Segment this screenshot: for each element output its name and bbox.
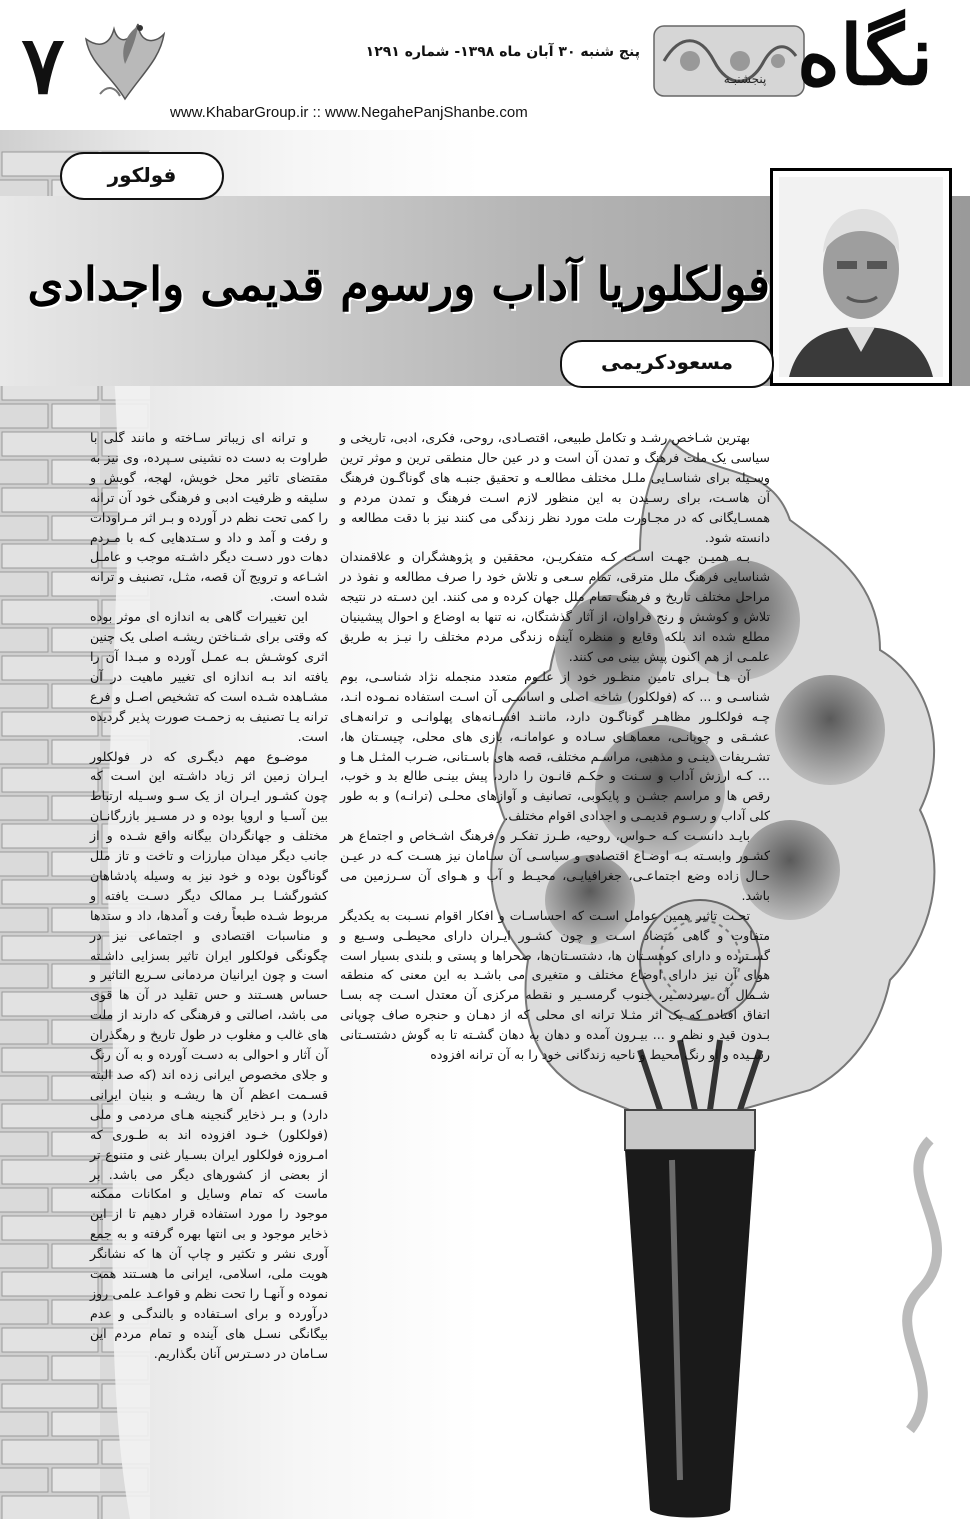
paragraph: بهترین شـاخص رشـد و تکامل طبیعی، اقتصـادی، روحی، فکری، ادبی، تاریخی و سیاسی یک ملت فرهنگ و تمدن آن است و در عین حال منطقی ترین و موثر ترین وسـیله برای شناسـایی ملـل مختلف مطالعـه و تحقیق جنبـه های گوناگـون فرهنگ آن هاسـت، برای رسـیدن به این منظور لازم اسـت فرهنگ و تمدن مردم و همسـایگانی که در مجـاورت ملت مورد نظر زندگی می کنند نیز با دقت مطالعه و دانسته شود. [340,430,770,545]
paragraph: موضـوع مهم دیگـری که در فولکلور ایـران زمین اثر زیاد داشـته این اسـت که چون کشـور ایـران از یک سـو وسـیله ارتباط بین آسـیا و اروپا بوده و در مسـیر بازرگانـان مختلف و جهانگردان بیگانه واقع شـده و از جانب دیگر میدان مبارزات و تاخت و تاز ملل گوناگون بوده و خود نیز به وسیله پادشاهان کشورگشـا بـر ممالک دیگر دسـت یافته و مربوط شـده طبعاً رفت و آمدها، داد و ستدها و مناسبات اقتصادی و اجتماعی نیز در چگونگی فولکلور ایران تاثیر بسزایی داشـته است و چون ایرانیان مردمانی سـریع التاثیر و حساس هسـتند و حس تقلید در آن ها قوی می باشد، اصالتی و فرهنگی که دارند از ملت های غالب و مغلوب در طول تاریخ و رهگذران آن آثار و احوالی به دسـت آورده و به آن رنگ و جلای مخصوص ایرانی زده اند (که صد البته قسـمت اعظم آن ها ریشـه و بنیان ایرانی دارد) و بـر ذخایر گنجینه هـای مردمی و ملی (فولکلور) خـود افزوده اند به طـوری که امـروزه فولکلور ایران بسـیار غنی و متنوع تر از بعضی از کشورهای دیگر می باشد. بر ماست که تمام وسایل و امکانات ممکنه موجود را مورد استفاده قرار دهیم تا از این ذخایر موجود و بی انتها بهره گرفته و به جمع آوری نشر و تکثیر و چاپ آن ها که نشانگر هویت ملی، اسلامی، ایرانی ما هسـتند همت نموده و آنهـا را تحت نظم و قواعـد علمی روز درآورده و برای اسـتفاده و بالندگـی و عدم بیگانگی نسـل های آینده و تمام مردم این سـامان در دسـترس آنان بگذاریم. [90,748,328,1361]
masthead-title: نگاه [796,8,934,104]
section-label: فولکور [60,152,224,200]
website-links[interactable]: www.KhabarGroup.ir :: www.NegahePanjShanbe.com [170,104,528,121]
page-header [0,0,970,130]
article-column-right [340,428,770,1065]
paragraph: بایـد دانسـت کـه حـواس، روحیه، طـرز تفکـر و فرهنگ اشـخاص و اجتماع هر کشـور وابسـته بـه اوضـاع اقتصادی و سیاسـی آن سـامان نیز هسـت کـه در عیـن حـال زاده وضع اجتماعـی، جغرافیایـی، محیـط و آب و هـوای آن سـرزمین می باشد. [340,828,770,903]
paragraph: آن هـا بـرای تامین منظـور خود از علـوم متعدد منجمله نژاد شناسـی، بوم شناسـی و ... که (فولکلور) شاخه اصلی و اساسـی آن اسـت استفاده نمـوده انـد، چـه فولکلـور مظاهـر گوناگـون دارد، ماننـد افسـانه‌های پهلوانـی و ترانه‌هـای عشـقی و چوپانـی، معماهـای سـاده و عوامانـه، بازی های محلی، چیسـتان ها، تشـریفات دینـی و مذهبی، مراسـم مختلف، قصه های باسـتانی، ضـرب المثـل هـا و ... کـه ارزش آداب و سـنت و حکـم قانـون را دارد، پیش بینـی طالع بد و خوب، رقص ها و مراسم جشـن و پایکوبی، تصانیف و آوازهای محلـی (ترانـه) و به طور کلی آداب و رسـوم قدیمـی و اجدادی اقوام مختلف. [340,668,770,824]
article-column-left [90,428,328,1364]
paragraph: تحـت تاثیر همین عوامل اسـت که احساسـات و افکار اقوام نسـبت به یکدیگر متفاوت و گاهی متضاد اسـت و چون کشـور ایـران دارای محیطـی وسـیع و گسـترده و دارای کوهسـتان ها، دشتسـتان‌ها، صحراها و پستی و بلندی بسیار است هوای آن نیز دارای اوضاع مختلف و متغیری می باشـد به این معنی که منطقه شـمال آن سردسـیر، جنوب گرمسـیر و نقطه مرکزی آن معتدل اسـت چه بسـا اتفاق افتاده که یک اثر مثـلا ترانه ای محلی که از دهـان و حنجره صاف چوپانی بـدون قید و نظم و ... بیـرون آمده و دهان به دهان گشـته تا به گوش دشتسـتانی رسـیده و او رنگ محیط و ناحیه زندگانی خود را به آن ترانه افزوده [340,907,770,1063]
author-name: مسعودکریمی [560,340,774,388]
masthead-subtitle: پنجشنبـه [723,72,767,86]
issue-date-line: پنج شنبه ۳۰ آبان ماه ۱۳۹۸- شماره ۱۲۹۱ [365,44,640,60]
phoenix-ornament-icon [80,4,170,104]
article-title: فولکلوریا آداب ورسوم قدیمی واجدادی [27,257,770,311]
paragraph: بـه همیـن جهـت اسـت کـه متفکریـن، محققین و پژوهشگران و علاقمندان شناسایی فرهنگ ملل مترقی، تمام سـعی و تلاش خود را صرف مطالعه و نفوذ در مراحل مختلف تاریخ و فرهنگ تمام ملل جهان کرده و می کنند. این دسـته در نتیجه تلاش و کوشش و رنج فراوان، از آثار گذشتگان، نه تنها به اوضاع و احوال پیشینیان مطلع شده اند بلکه وقایع و منظره آینده زندگی مردم مختلف را نیـز به طریق علمـی از هم اکنون پیش بینی می کنند. [340,549,770,664]
page-number: ۷ [21,18,65,112]
author-portrait-icon [779,177,943,377]
paragraph: و ترانه ای زیباتر سـاخته و مانند گلی با طراوت به دست ده نشینی سـپرده، وی نیز به مقتضای تاثیر محل خویش، لهجه، گویش و سلیقه و ظرفیت ادبی و فرهنگی خود آن ترانه را کمی تحت نظم در آورده و بـر اثر مـراودات و رفت و آمد و داد و سـتدهایی کـه با مـردم دهات دور دسـت دیگر داشـته موجب و عامـل اشـاعه و ترویج آن قصه، مثـل، تصنیف و ترانه شده است. [90,430,328,605]
paragraph: این تغییرات گاهی به اندازه ای موثر بوده که وقتی برای شـناختن ریشـه اصلی یک چنین اثری کوشـش بـه عمـل آورده و مبـدا آن را یافته اند بـه اندازه ای تغییر ماهیت در آن مشـاهده شـده است که تشخیص اصـل و فرع ترانه یـا تصنیف به زحمـت صورت پذیر گردیده است. [90,609,328,744]
author-photo [770,168,952,386]
